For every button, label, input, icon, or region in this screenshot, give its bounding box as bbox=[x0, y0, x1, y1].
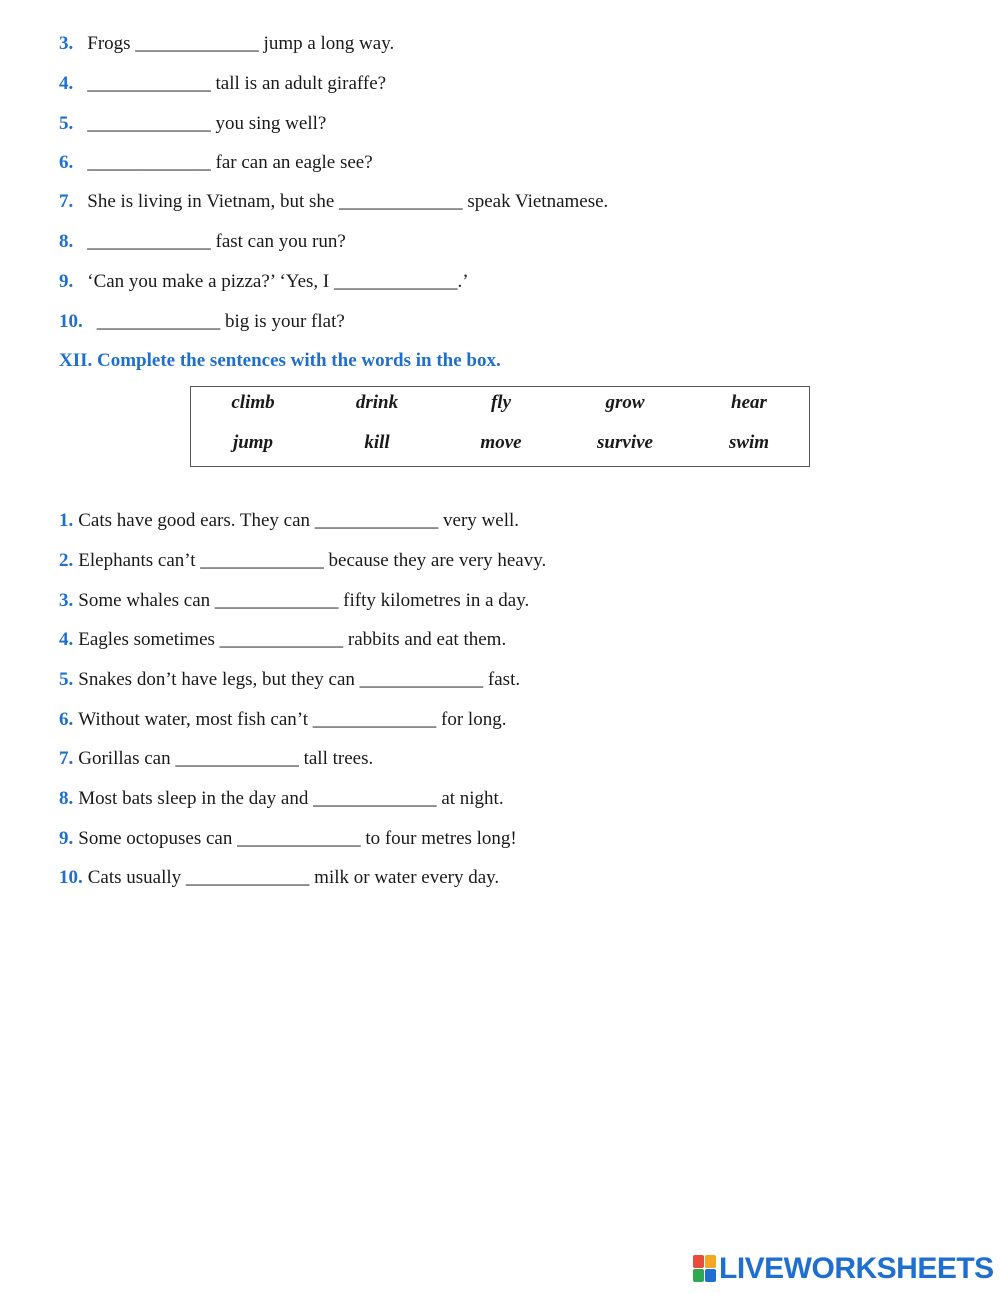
list-item bbox=[59, 151, 373, 175]
item-text: _____________ tall is an adult giraffe? bbox=[87, 73, 387, 94]
item-number: 8. bbox=[59, 231, 74, 252]
item-number: 4. bbox=[59, 629, 74, 650]
logo-cube bbox=[693, 1269, 704, 1282]
item-text: _____________ fast can you run? bbox=[87, 231, 346, 252]
list-item bbox=[59, 787, 504, 811]
list-item bbox=[59, 827, 517, 851]
word-option: move bbox=[480, 432, 522, 453]
word-option: jump bbox=[232, 432, 274, 453]
logo-cube bbox=[705, 1255, 716, 1268]
item-text: _____________ you sing well? bbox=[87, 113, 327, 134]
logo-cube bbox=[705, 1269, 716, 1282]
list-item bbox=[59, 310, 345, 334]
item-number: 8. bbox=[59, 788, 74, 809]
item-number: 7. bbox=[59, 191, 74, 212]
item-number: 4. bbox=[59, 73, 74, 94]
liveworksheets-logo bbox=[693, 1253, 994, 1285]
item-number: 2. bbox=[59, 550, 74, 571]
word-option: swim bbox=[728, 432, 770, 453]
item-text: Eagles sometimes _____________ rabbits and eat them. bbox=[78, 629, 507, 650]
item-number: 3. bbox=[59, 33, 74, 54]
item-number: 10. bbox=[59, 867, 83, 888]
logo-cube bbox=[693, 1255, 704, 1268]
logo-text: LIVEWORKSHEETS bbox=[719, 1252, 994, 1285]
word-option: drink bbox=[355, 392, 399, 413]
item-number: 1. bbox=[59, 510, 74, 531]
word-option: kill bbox=[364, 432, 390, 453]
item-text: Snakes don’t have legs, but they can _____________ fast. bbox=[78, 669, 521, 690]
item-text: Cats usually _____________ milk or water every day. bbox=[87, 867, 500, 888]
section-heading: XII. Complete the sentences with the words in the box. bbox=[59, 350, 501, 371]
item-number: 6. bbox=[59, 152, 74, 173]
word-option: survive bbox=[597, 432, 653, 453]
item-number: 6. bbox=[59, 709, 74, 730]
list-item bbox=[59, 549, 546, 573]
list-item bbox=[59, 668, 520, 692]
word-option: hear bbox=[731, 392, 767, 413]
list-item bbox=[59, 72, 386, 96]
list-item bbox=[59, 230, 346, 254]
word-box bbox=[190, 386, 810, 467]
item-text: Some whales can _____________ fifty kilometres in a day. bbox=[78, 590, 530, 611]
list-item bbox=[59, 866, 499, 890]
item-number: 5. bbox=[59, 113, 74, 134]
item-number: 3. bbox=[59, 590, 74, 611]
item-text: Frogs _____________ jump a long way. bbox=[87, 33, 395, 54]
item-number: 9. bbox=[59, 271, 74, 292]
word-option: fly bbox=[490, 392, 512, 413]
item-text: Without water, most fish can’t _____________ for long. bbox=[78, 709, 507, 730]
list-item bbox=[59, 112, 326, 136]
item-number: 7. bbox=[59, 748, 74, 769]
word-option: climb bbox=[231, 392, 275, 413]
list-item bbox=[59, 270, 469, 294]
item-number: 10. bbox=[59, 311, 83, 332]
item-text: She is living in Vietnam, but she _____________ speak Vietnamese. bbox=[87, 191, 609, 212]
list-item bbox=[59, 32, 394, 56]
item-text: _____________ far can an eagle see? bbox=[87, 152, 373, 173]
list-item bbox=[59, 589, 529, 613]
logo-cubes-icon bbox=[693, 1255, 717, 1283]
list-item bbox=[59, 628, 506, 652]
list-item bbox=[59, 190, 608, 214]
list-item bbox=[59, 708, 506, 732]
item-text: Most bats sleep in the day and _____________ at night. bbox=[78, 788, 504, 809]
list-item bbox=[59, 747, 373, 771]
item-text: Some octopuses can _____________ to four metres long! bbox=[78, 828, 517, 849]
list-item bbox=[59, 509, 519, 533]
item-text: Gorillas can _____________ tall trees. bbox=[78, 748, 374, 769]
item-number: 5. bbox=[59, 669, 74, 690]
item-number: 9. bbox=[59, 828, 74, 849]
item-text: Elephants can’t _____________ because they are very heavy. bbox=[78, 550, 547, 571]
item-text: Cats have good ears. They can _____________ very well. bbox=[78, 510, 520, 531]
word-option: grow bbox=[605, 392, 645, 413]
item-text: _____________ big is your flat? bbox=[96, 311, 345, 332]
item-text: ‘Can you make a pizza?’ ‘Yes, I _____________.’ bbox=[87, 271, 469, 292]
